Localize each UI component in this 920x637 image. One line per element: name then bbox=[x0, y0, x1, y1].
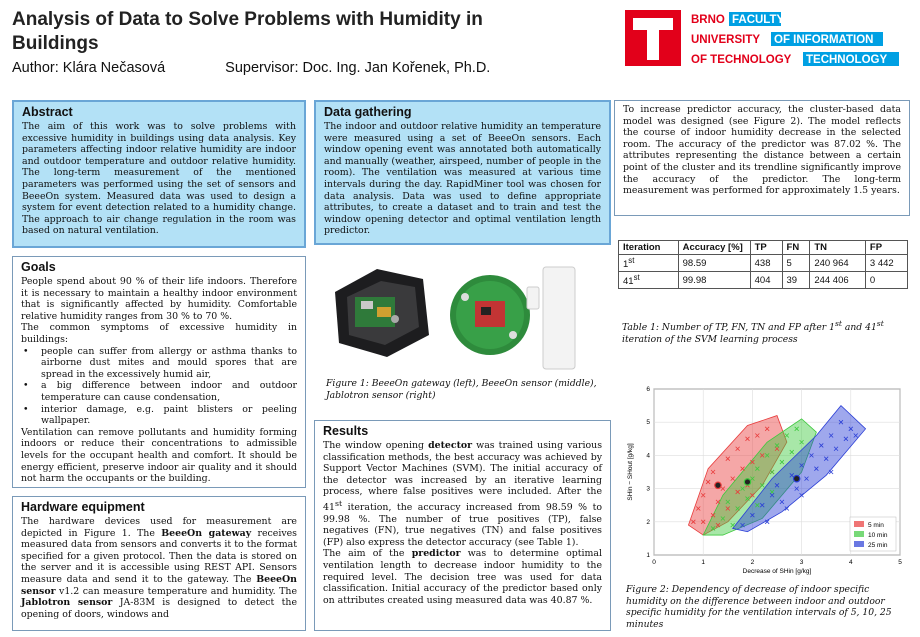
text-run: The window opening bbox=[323, 440, 429, 451]
cluster-model-text: To increase predictor accuracy, the cluster-based data model was designed (see Figure 2). The model reflects the course of indoor humidity decrease in the selected room. The accuracy of the predictor was 87.02 %. The attributes representing the distance between a certain point of the cluster and its trendline significantly improve the accuracy of the predictor. The long-term measurement was performed for approximately 1.5 years. bbox=[623, 104, 901, 197]
table-header-row bbox=[619, 241, 908, 255]
x-tick-label: 4 bbox=[848, 559, 853, 566]
goals-heading: Goals bbox=[21, 260, 56, 274]
table-cell: 3 442 bbox=[865, 255, 907, 272]
goals-paragraph-1: People spend about 90 % of their life indoors. Therefore it is necessary to maintain a healthy indoor environment that is significantly affected by humidity. Comfortable relative humidity ranges from 30 % to 70 %. bbox=[21, 276, 297, 322]
author-name: Author: Klára Nečasová bbox=[12, 60, 166, 76]
table-cell: 98.59 bbox=[678, 255, 750, 272]
text-run: was trained using various classification methods, the best accuracy was achieved by Support Vector Machines (SVM). The initial accuracy of the detector was increased by an iterative learning process, where false positives were included. After the 41 bbox=[323, 440, 602, 514]
x-tick-label: 5 bbox=[898, 559, 902, 566]
faculty-logo bbox=[625, 10, 907, 68]
results-paragraph-2 bbox=[323, 548, 602, 606]
text-run: v1.2 can measure temperature and humidity. The bbox=[55, 585, 297, 597]
superscript: st bbox=[633, 273, 640, 283]
logo-text-3b: TECHNOLOGY bbox=[806, 54, 888, 66]
text-run: Table 1: Number of TP, FN, TN and FP after 1 bbox=[622, 322, 835, 334]
gateway-term: BeeeOn gateway bbox=[161, 527, 252, 539]
superscript: st bbox=[628, 256, 635, 265]
x-axis-label: Decrease of SHin [g/kg] bbox=[742, 568, 812, 575]
data-gathering-box bbox=[314, 100, 611, 245]
y-tick-label: 5 bbox=[646, 419, 650, 427]
table1-caption bbox=[622, 318, 907, 345]
sensor-term: BeeeOn sensor bbox=[21, 573, 297, 597]
superscript: st bbox=[334, 498, 343, 508]
table-header: FP bbox=[865, 241, 907, 255]
y-axis-label: SHin − SHout [g/kg] bbox=[627, 443, 634, 501]
table-cell: 438 bbox=[750, 255, 782, 272]
legend-label: 5 min bbox=[868, 522, 884, 529]
table-row bbox=[619, 272, 908, 289]
x-tick-label: 0 bbox=[652, 559, 656, 566]
hardware-heading: Hardware equipment bbox=[21, 500, 145, 514]
text-run: receives measured data from sensors and converts it to the format specified for a given protocol. Then the data is stored on the server and it is accessible using REST API. Sensors measure data and send it to the gateway. The bbox=[21, 527, 297, 585]
authors-line bbox=[12, 60, 490, 76]
table-cell: 99.98 bbox=[678, 272, 750, 289]
figure2-caption: Figure 2: Dependency of decrease of indoor specific humidity on the difference between indoor and outdoor specific humidity for the ventilation intervals of 5, 10, 25 minutes bbox=[626, 584, 892, 630]
table-header: TP bbox=[750, 241, 782, 255]
text-run: JA-83M is designed to detect the opening of doors, windows and bbox=[21, 597, 298, 620]
legend-label: 10 min bbox=[868, 532, 888, 539]
table-cell: 240 964 bbox=[810, 255, 866, 272]
legend-swatch bbox=[854, 541, 864, 547]
table-row bbox=[619, 255, 908, 272]
abstract-heading: Abstract bbox=[22, 105, 73, 119]
cluster-centroid bbox=[715, 482, 721, 488]
superscript: st bbox=[834, 319, 842, 328]
results-paragraph-1 bbox=[323, 440, 602, 548]
goals-symptom-list bbox=[21, 346, 297, 427]
superscript: st bbox=[876, 319, 884, 328]
list-item: • a big difference between indoor and outdoor temperature can cause condensation, bbox=[21, 380, 297, 403]
abstract-text: The aim of this work was to solve problems with excessive humidity in buildings using data analysis. Key parameters affecting indoor relative humidity are indoor and outdoor temperature and outdoor relative humidity. The long-term measurement of the mentioned parameters was performed using the set of sensors and BeeeOn system. Measured data was used to design a system for event detection related to a humidity change. The approach to air change regulation in the room was based on natural ventilation. bbox=[22, 121, 296, 237]
scatter-plot bbox=[622, 383, 910, 578]
legend-swatch bbox=[854, 531, 864, 537]
x-tick-label: 2 bbox=[750, 559, 755, 566]
goals-paragraph-3: Ventilation can remove pollutants and humidity forming indoors or reduce their concentrations to admissible levels for the occupant health and comfort. It should be energy efficient, preserve indoor air quality and it should not harm the occupants or the building. bbox=[21, 426, 297, 485]
table-header: FN bbox=[782, 241, 810, 255]
y-tick-label: 1 bbox=[646, 552, 650, 559]
poster-title: Analysis of Data to Solve Problems with Humidity in Buildings bbox=[12, 9, 483, 54]
table-cell bbox=[619, 255, 679, 272]
cluster-centroid bbox=[744, 479, 750, 485]
supervisor-name: Supervisor: Doc. Ing. Jan Kořenek, Ph.D. bbox=[225, 60, 491, 76]
table-header: Accuracy [%] bbox=[678, 241, 750, 255]
y-tick-label: 4 bbox=[646, 452, 650, 460]
text-run: and 41 bbox=[841, 322, 877, 334]
logo-text-3a: OF TECHNOLOGY bbox=[691, 54, 792, 66]
abstract-box bbox=[12, 100, 306, 248]
hardware-devices-image bbox=[325, 257, 610, 375]
cluster-centroid bbox=[793, 475, 799, 481]
logo-text-2a: UNIVERSITY bbox=[691, 34, 761, 46]
logo-text-2b: OF INFORMATION bbox=[774, 34, 874, 46]
text-run: The hardware devices used for measurement are depicted in Figure 1. The bbox=[21, 516, 297, 539]
iteration-number: 41 bbox=[623, 276, 634, 288]
hardware-box bbox=[12, 496, 306, 631]
x-tick-label: 1 bbox=[701, 559, 706, 566]
figure1-photo bbox=[325, 257, 610, 375]
university-logo-icon bbox=[625, 10, 907, 68]
goals-box bbox=[12, 256, 306, 488]
cluster-model-box bbox=[614, 100, 910, 216]
y-tick-label: 6 bbox=[646, 386, 650, 393]
jablotron-term: Jablotron sensor bbox=[21, 597, 113, 609]
goals-paragraph-2: The common symptoms of excessive humidity in buildings: bbox=[21, 322, 297, 345]
predictor-term: predictor bbox=[411, 548, 461, 560]
legend-swatch bbox=[854, 521, 864, 527]
x-tick-label: 3 bbox=[799, 559, 804, 566]
table-header: Iteration bbox=[619, 241, 679, 255]
logo-text-1a: BRNO bbox=[691, 14, 725, 26]
text-run: iteration of the SVM learning process bbox=[622, 333, 798, 345]
results-box bbox=[314, 420, 611, 631]
table-cell: 5 bbox=[782, 255, 810, 272]
iteration-number: 1 bbox=[623, 259, 629, 271]
svm-results-table bbox=[618, 240, 908, 289]
detector-term: detector bbox=[428, 440, 473, 451]
hardware-text bbox=[21, 516, 297, 620]
table-cell: 404 bbox=[750, 272, 782, 289]
list-item: • people can suffer from allergy or asthma thanks to airborne dust mites and mould spores that are spread in the excessively humid air, bbox=[21, 346, 297, 381]
legend-label: 25 min bbox=[868, 542, 888, 549]
text-run: was to determine optimal ventilation length to decrease indoor humidity to the required level. The decision tree was used for data classification. Initial accuracy of the predictor based only on attributes created using measured data was 40.87 %. bbox=[323, 548, 602, 606]
text-run: The aim of the bbox=[323, 548, 412, 560]
y-tick-label: 3 bbox=[646, 485, 650, 493]
y-tick-label: 2 bbox=[646, 518, 650, 526]
logo-text-1b: FACULTY bbox=[732, 14, 785, 26]
table-cell: 244 406 bbox=[810, 272, 866, 289]
data-gathering-heading: Data gathering bbox=[324, 105, 412, 119]
figure2-chart bbox=[622, 383, 910, 578]
list-item: • interior damage, e.g. paint blisters or peeling wallpaper. bbox=[21, 404, 297, 427]
table-header: TN bbox=[810, 241, 866, 255]
figure1-caption: Figure 1: BeeeOn gateway (left), BeeeOn sensor (middle), Jablotron sensor (right) bbox=[326, 378, 597, 401]
table-cell: 0 bbox=[865, 272, 907, 289]
table-cell: 39 bbox=[782, 272, 810, 289]
text-run: iteration, the accuracy increased from 98.59 % to 99.98 %. The number of true positives (TP), false negatives (FN), true negatives (TN) and false positives (FP) also express the detector accuracy (see Table 1). bbox=[323, 502, 602, 548]
results-heading: Results bbox=[323, 424, 369, 438]
table-cell bbox=[619, 272, 679, 289]
data-gathering-text: The indoor and outdoor relative humidity an temperature were measured using a set of BeeeOn sensors. Each window opening event was annotated both automatically and manually (weather, airspeed, number of people in the room). The ventilation was measured at various time intervals during the day. RapidMiner tool was chosen for data analysis. Data was used to define appropriate attributes, to create a dataset and to train and test the window opening detector and optimal ventilation length predictor. bbox=[324, 121, 601, 237]
